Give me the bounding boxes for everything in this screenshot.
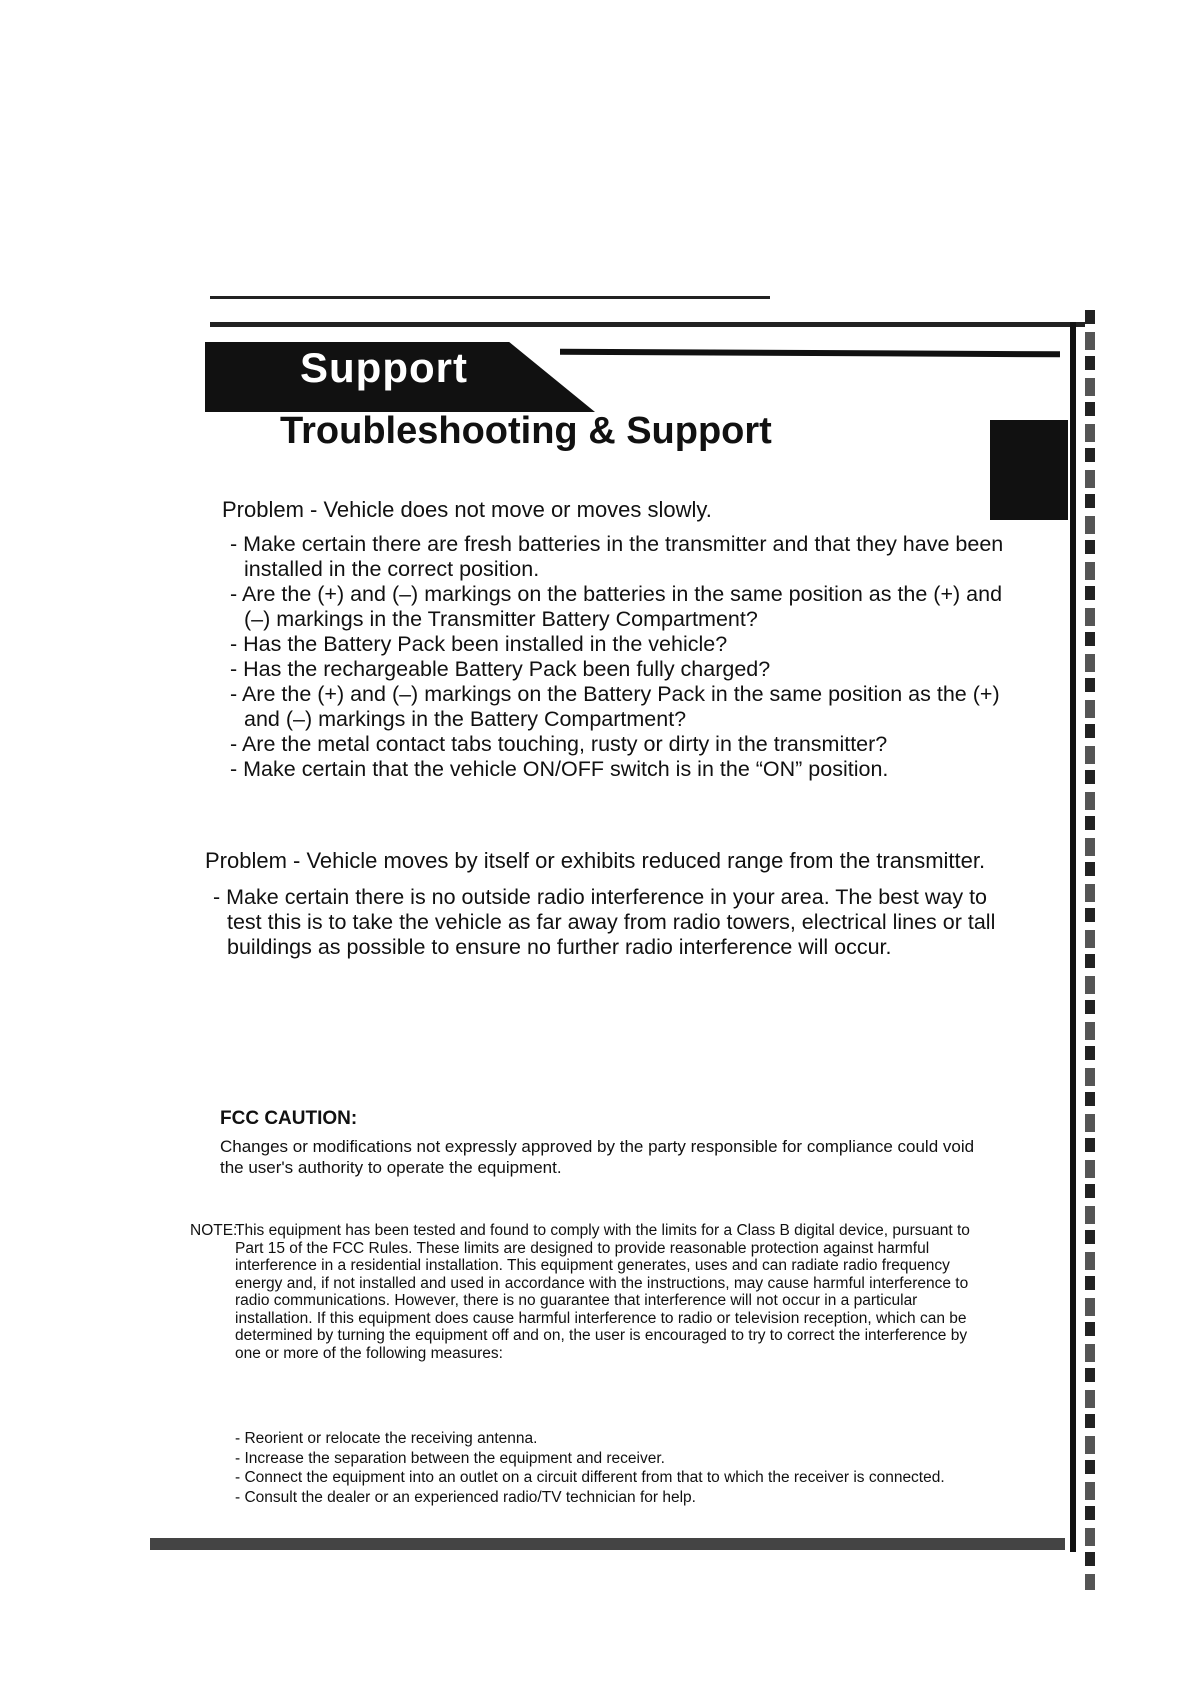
list-item: - Are the (+) and (–) markings on the batteries in the same position as the (+) and (–) markings in the Transmitter Battery Compartment?: [230, 582, 1010, 632]
problem-heading: Problem - Vehicle moves by itself or exhibits reduced range from the transmitter.: [205, 848, 986, 873]
note-label: NOTE:: [190, 1222, 238, 1239]
top-rule: [210, 296, 770, 299]
problem-list: [213, 885, 1003, 960]
page-title: Troubleshooting & Support: [280, 410, 772, 452]
list-item: - Are the (+) and (–) markings on the Battery Pack in the same position as the (+) and (–) markings in the Battery Compartment?: [230, 682, 1010, 732]
list-item: - Are the metal contact tabs touching, rusty or dirty in the transmitter?: [230, 732, 1010, 757]
fcc-note: [190, 1222, 990, 1362]
fcc-caution-title: FCC CAUTION:: [220, 1108, 358, 1129]
list-item: - Connect the equipment into an outlet on a circuit different from that to which the receiver is connected.: [235, 1469, 995, 1487]
list-item: - Consult the dealer or an experienced radio/TV technician for help.: [235, 1489, 995, 1507]
bottom-rule: [150, 1538, 1065, 1550]
scan-edge: [1085, 310, 1095, 1590]
note-text: This equipment has been tested and found to comply with the limits for a Class B digital device, pursuant to Part 15 of the FCC Rules. These limits are designed to provide reasonable protection against harmful interference in a residential installation. This equipment generates, uses and can radiate radio frequency energy and, if not installed and used in accordance with the instructions, may cause harmful interference to radio communications. However, there is no guarantee that interference will not occur in a particular installation. If this equipment does cause harmful interference to radio or television reception, which can be determined by turning the equipment off and on, the user is encouraged to try to correct the interference by one or more of the following measures:: [235, 1222, 970, 1362]
list-item: - Has the Battery Pack been installed in the vehicle?: [230, 632, 1010, 657]
section-tab-label: Support: [300, 344, 468, 391]
side-block: [990, 420, 1068, 520]
fcc-caution-text: Changes or modifications not expressly approved by the party responsible for compliance could void the user's authority to operate the equipment.: [220, 1137, 975, 1177]
measures-list: [235, 1430, 995, 1508]
list-item: - Make certain there are fresh batteries in the transmitter and that they have been installed in the correct position.: [230, 532, 1010, 582]
list-item: - Increase the separation between the equipment and receiver.: [235, 1450, 995, 1468]
list-item: - Reorient or relocate the receiving antenna.: [235, 1430, 995, 1448]
list-item: - Make certain that the vehicle ON/OFF switch is in the “ON” position.: [230, 757, 1010, 782]
problem-heading: Problem - Vehicle does not move or moves slowly.: [222, 497, 712, 522]
list-item: - Make certain there is no outside radio interference in your area. The best way to test this is to take the vehicle as far away from radio towers, electrical lines or tall buildings as possible to ensure no further radio interference will occur.: [213, 885, 1003, 960]
list-item: - Has the rechargeable Battery Pack been fully charged?: [230, 657, 1010, 682]
problem-list: [230, 532, 1010, 782]
